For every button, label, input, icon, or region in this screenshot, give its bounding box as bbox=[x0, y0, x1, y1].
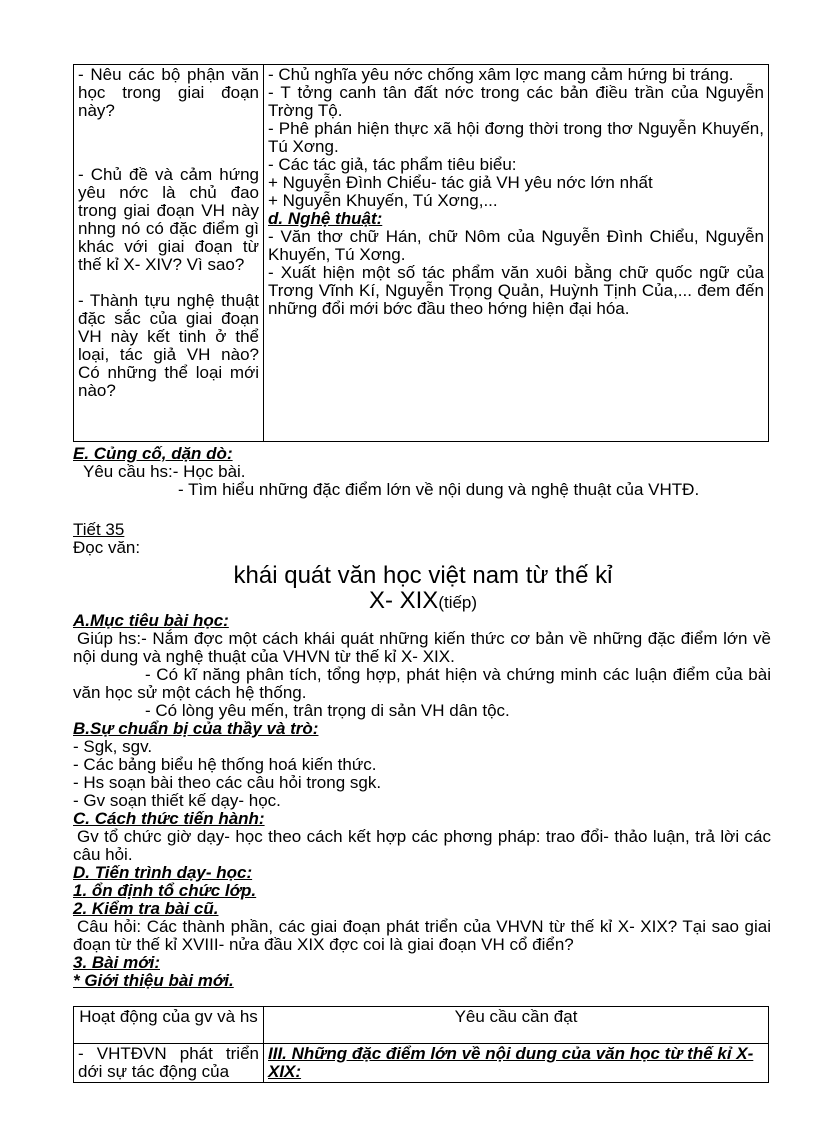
bottom-activity-table bbox=[73, 1006, 769, 1083]
header-requirements: Yêu cầu cần đạt bbox=[264, 1007, 769, 1044]
section-b-item: - Các bảng biểu hệ thống hoá kiến thức. bbox=[73, 755, 377, 774]
answer-line: - Các tác giả, tác phẩm tiêu biểu: bbox=[268, 155, 517, 174]
answer-line: - Phê phán hiện thực xã hội đơng thời trong thơ Nguyễn Khuyến, Tú Xơng. bbox=[268, 119, 764, 156]
section-d-step-3: 3. Bài mới: bbox=[73, 953, 160, 972]
section-a-heading: A.Mục tiêu bài học: bbox=[73, 611, 229, 630]
section-a-text: - Có kĩ năng phân tích, tổng hợp, phát hiện và chứng minh các luận điểm của bài văn học sử một cách hệ thống. bbox=[73, 665, 771, 702]
answers-cell bbox=[264, 65, 769, 442]
answer-line: - Chủ nghĩa yêu nớc chống xâm lợc mang cảm hứng bi tráng. bbox=[268, 65, 734, 84]
questions-cell bbox=[74, 65, 264, 442]
section-a-text: - Có lòng yêu mến, trân trọng di sản VH dân tộc. bbox=[145, 701, 510, 720]
answer-line: + Nguyễn Đình Chiểu- tác giả VH yêu nớc lớn nhất bbox=[268, 173, 653, 192]
section-d-heading: D. Tiến trình dạy- học: bbox=[73, 863, 253, 882]
requirements-cell: III. Những đặc điểm lớn về nội dung của văn học từ thế kỉ X-XIX: bbox=[264, 1044, 769, 1083]
top-content-table bbox=[73, 64, 769, 442]
question-1: - Nêu các bộ phận văn học trong giai đoạn này? bbox=[78, 65, 259, 120]
section-e-line: Yêu cầu hs:- Học bài. bbox=[83, 462, 246, 481]
section-e-line: - Tìm hiểu những đặc điểm lớn về nội dung và nghệ thuật của VHTĐ. bbox=[178, 480, 700, 499]
section-b-heading: B.Sự chuẩn bị của thầy và trò: bbox=[73, 719, 319, 738]
section-e-heading: E. Củng cố, dặn dò: bbox=[73, 444, 233, 463]
header-activity: Hoạt động của gv và hs bbox=[74, 1007, 264, 1044]
intro-heading: * Giới thiệu bài mới. bbox=[73, 971, 234, 990]
lesson-title-line1: khái quát văn học việt nam từ thế kỉ bbox=[233, 562, 613, 589]
activity-cell: - VHTĐVN phát triển dới sự tác động của bbox=[74, 1044, 264, 1083]
question-2: - Chủ đề và cảm hứng yêu nớc là chủ đao trong giai đoạn VH này nhng nó có đặc điểm gì khác với giai đoạn từ thế kỉ X- XIV? Vì sao? bbox=[78, 165, 259, 274]
answer-line: - T tởng canh tân đất nớc trong các bản điều trần của Nguyễn Trờng Tộ. bbox=[268, 83, 764, 120]
section-d-step-2: 2. Kiểm tra bài cũ. bbox=[73, 899, 219, 918]
answer-line: + Nguyễn Khuyến, Tú Xơng,... bbox=[268, 191, 498, 210]
doc-van-label: Đọc văn: bbox=[73, 538, 141, 557]
question-3: - Thành tựu nghệ thuật đặc sắc của giai đoạn VH này kết tinh ở thể loại, tác giả VH nào? Có những thể loại mới nào? bbox=[78, 291, 259, 400]
section-c-text: Gv tổ chức giờ dạy- học theo cách kết hợp các phơng pháp: trao đổi- thảo luận, trả lời các câu hỏi. bbox=[73, 827, 771, 864]
answer-line: - Xuất hiện một số tác phẩm văn xuôi bằng chữ quốc ngữ của Trơng Vĩnh Kí, Nguyễn Trọng Quản, Huỳnh Tịnh Của,... đem đến những đổi mới bớc đầu theo hớng hiện đại hóa. bbox=[268, 263, 764, 318]
section-c-heading: C. Cách thức tiến hành: bbox=[73, 809, 265, 828]
lesson-number: Tiết 35 bbox=[73, 520, 125, 539]
section-a-text: Giúp hs:- Nắm đợc một cách khái quát những kiến thức cơ bản về những đặc điểm lớn về nội dung và nghệ thuật của VHVN từ thế kỉ X- XIX. bbox=[73, 629, 771, 666]
section-b-item: - Sgk, sgv. bbox=[73, 737, 153, 756]
section-d-step-1: 1. ổn định tổ chức lớp. bbox=[73, 881, 257, 900]
answer-line: - Văn thơ chữ Hán, chữ Nôm của Nguyễn Đình Chiểu, Nguyễn Khuyến, Tú Xơng. bbox=[268, 227, 764, 264]
section-b-item: - Gv soạn thiết kế dạy- học. bbox=[73, 791, 281, 810]
lesson-title-text: X- XIX bbox=[368, 587, 439, 614]
section-b-item: - Hs soạn bài theo các câu hỏi trong sgk. bbox=[73, 773, 382, 792]
lesson-title-suffix: (tiếp) bbox=[438, 593, 478, 612]
review-question: Câu hỏi: Các thành phần, các giai đoạn phát triển của VHVN từ thế kỉ X- XIX? Tại sao giai đoạn từ thế kỉ XVIII- nửa đầu XIX đợc coi là giai đoạn VH cổ điển? bbox=[73, 917, 771, 954]
subheading-nghe-thuat: d. Nghệ thuật: bbox=[268, 209, 383, 228]
